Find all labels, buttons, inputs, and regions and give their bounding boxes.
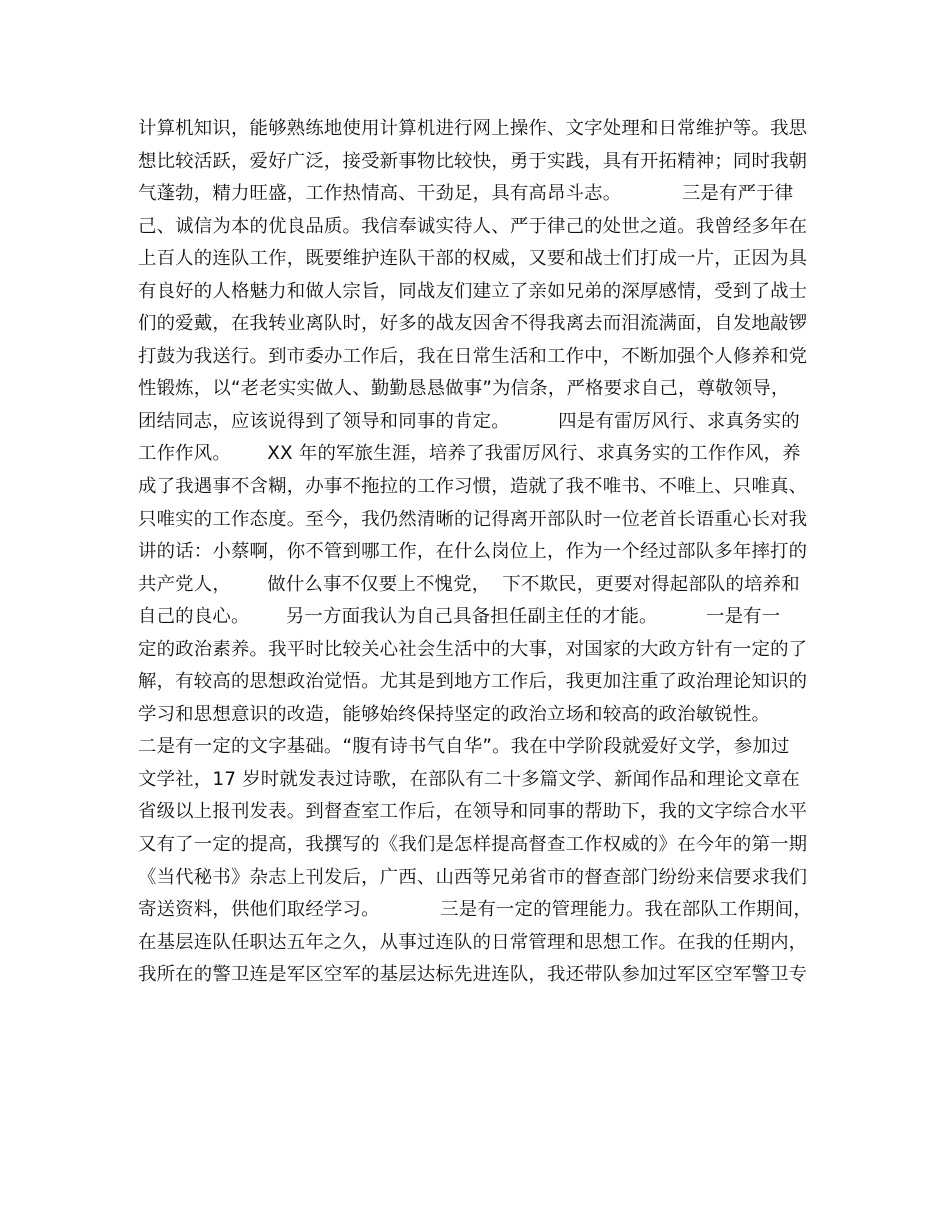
- text-line: 气蓬勃，精力旺盛，工作热情高、干劲足，具有高昂斗志。 三是有严于律: [138, 183, 794, 205]
- text-line: 省级以上报刊发表。到督查室工作后，在领导和同事的帮助下，我的文字综合水平: [138, 801, 808, 823]
- text-line: 成了我遇事不含糊，办事不拖拉的工作习惯，造就了我不唯书、不唯上、只唯真、: [138, 476, 808, 498]
- text-line: 又有了一定的提高，我撰写的《我们是怎样提高督查工作权威的》在今年的第一期: [138, 834, 808, 856]
- text-line: 共产党人， 做什么事不仅要上不愧党， 下不欺民，更要对得起部队的培养和: [138, 573, 800, 595]
- text-line: 计算机知识，能够熟练地使用计算机进行网上操作、文字处理和日常维护等。我思: [138, 118, 808, 139]
- text-line: 己、诚信为本的优良品质。我信奉诚实待人、严于律己的处世之道。我曾经多年在: [138, 215, 808, 237]
- text-line: 文学社，17 岁时就发表过诗歌，在部队有二十多篇文学、新闻作品和理论文章在: [138, 768, 800, 790]
- text-line: 团结同志，应该说得到了领导和同事的肯定。 四是有雷厉风行、求真务实的: [138, 410, 800, 432]
- text-line: 自己的良心。 另一方面我认为自己具备担任副主任的才能。 一是有一: [138, 606, 781, 628]
- text-line: 在基层连队任职达五年之久，从事过连队的日常管理和思想工作。在我的任期内，: [138, 931, 808, 953]
- text-line: 工作作风。 XX 年的军旅生涯，培养了我雷厉风行、求真务实的工作作风，养: [138, 443, 801, 465]
- text-line: 有良好的人格魅力和做人宗旨，同战友们建立了亲如兄弟的深厚感情，受到了战士: [138, 280, 808, 302]
- text-line: 解，有较高的思想政治觉悟。尤其是到地方工作后，我更加注重了政治理论知识的: [138, 671, 808, 693]
- text-line: 打鼓为我送行。到市委办工作后，我在日常生活和工作中，不断加强个人修养和党: [138, 345, 808, 367]
- text-line: 寄送资料，供他们取经学习。 三是有一定的管理能力。我在部队工作期间，: [138, 899, 812, 921]
- text-line: 只唯实的工作态度。至今，我仍然清晰的记得离开部队时一位老首长语重心长对我: [138, 508, 808, 530]
- text-line: 讲的话：小蔡啊，你不管到哪工作，在什么岗位上，作为一个经过部队多年摔打的: [138, 541, 808, 563]
- text-line: 想比较活跃，爱好广泛，接受新事物比较快，勇于实践，具有开拓精神；同时我朝: [138, 150, 808, 172]
- text-line: 《当代秘书》杂志上刊发后，广西、山西等兄弟省市的督查部门纷纷来信要求我们: [138, 866, 808, 888]
- text-line: 上百人的连队工作，既要维护连队干部的权威，又要和战士们打成一片，正因为具: [138, 248, 808, 270]
- text-line: 们的爱戴，在我转业离队时，好多的战友因舍不得我离去而泪流满面，自发地敲锣: [138, 313, 808, 335]
- text-line: 定的政治素养。我平时比较关心社会生活中的大事，对国家的大政方针有一定的了: [138, 638, 808, 660]
- text-line: 学习和思想意识的改造，能够始终保持坚定的政治立场和较高的政治敏锐性。: [138, 703, 771, 725]
- text-line: 二是有一定的文字基础。“腹有诗书气自华”。我在中学阶段就爱好文学，参加过: [138, 736, 790, 758]
- text-line: 性锻炼，以“老老实实做人、勤勤恳恳做事”为信条，严格要求自己，尊敬领导，: [138, 378, 790, 400]
- text-line: 我所在的警卫连是军区空军的基层达标先进连队，我还带队参加过军区空军警卫专: [138, 964, 808, 986]
- body-text: [138, 113, 828, 992]
